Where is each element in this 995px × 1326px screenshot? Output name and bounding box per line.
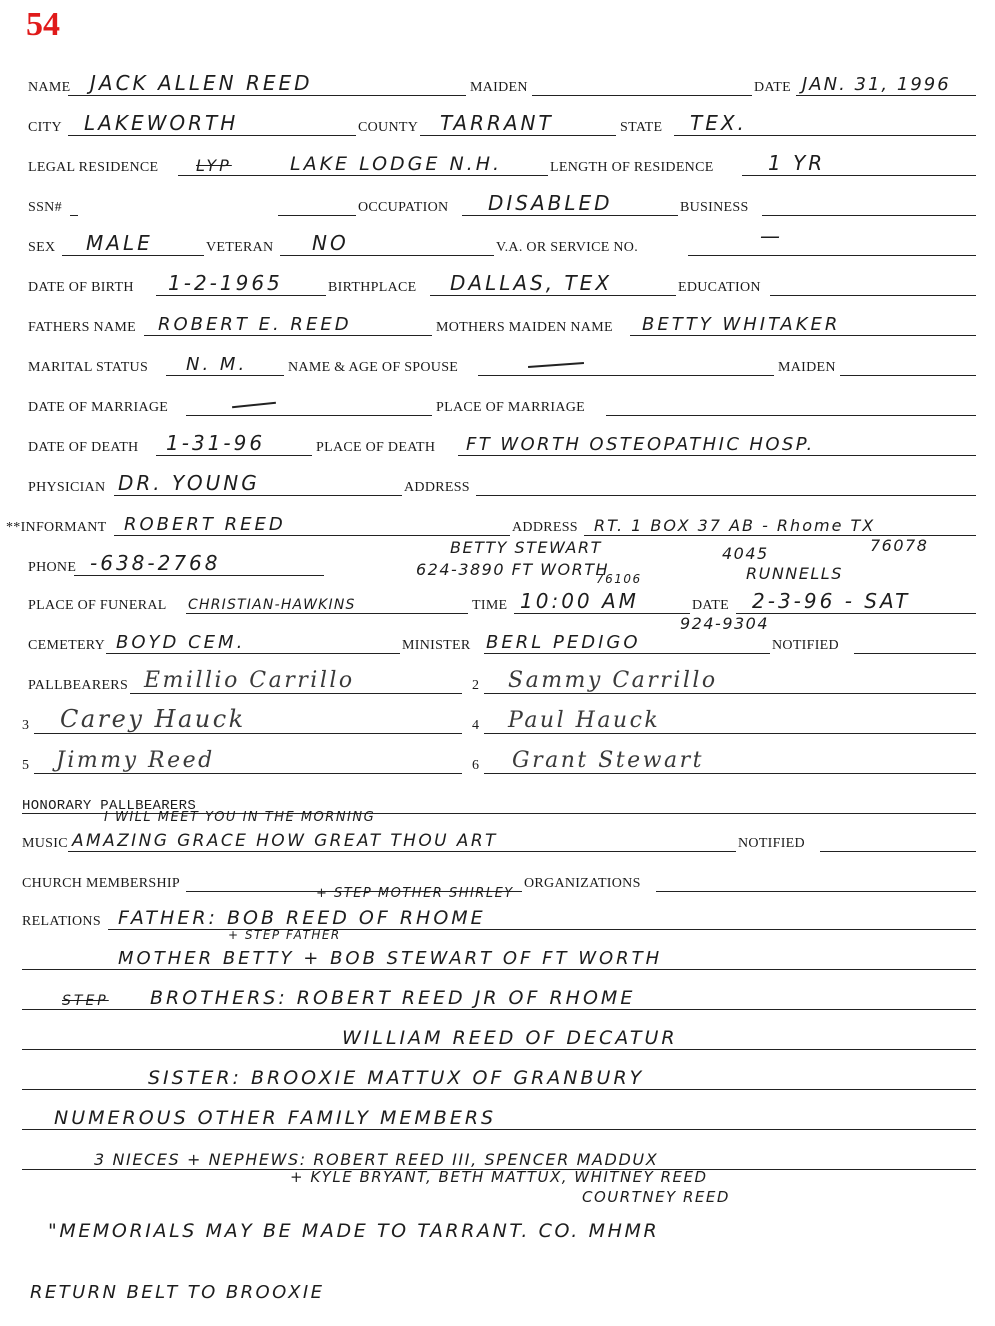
line-name <box>68 95 466 96</box>
value-length-of-residence: 1 YR <box>768 151 826 175</box>
alt-contact-zip: 76078 <box>870 536 929 555</box>
label-church: CHURCH MEMBERSHIP <box>22 876 180 891</box>
label-maiden-2: MAIDEN <box>778 360 836 375</box>
line-funeral-date <box>736 613 976 614</box>
label-pallbearers: PALLBEARERS <box>28 678 129 693</box>
value-relations-3-struck: STEP <box>62 993 109 1009</box>
value-relations-8: + KYLE BRYANT, BETH MATTUX, WHITNEY REED <box>290 1168 708 1186</box>
label-pallbearer-6-num: 6 <box>472 758 480 773</box>
value-organizations-note: + STEP MOTHER SHIRLEY <box>316 886 514 901</box>
line-state <box>674 135 976 136</box>
value-county: TARRANT <box>440 111 554 135</box>
line-music-notified <box>820 851 976 852</box>
value-sex: MALE <box>86 231 153 255</box>
label-veteran: VETERAN <box>206 240 274 255</box>
value-legal-residence: LAKE LODGE N.H. <box>290 153 503 175</box>
value-informant: ROBERT REED <box>124 514 286 535</box>
value-pallbearer-3: Carey Hauck <box>60 705 246 733</box>
line-relations-5 <box>22 1089 976 1090</box>
line-birthplace <box>430 295 676 296</box>
label-business: BUSINESS <box>680 200 749 215</box>
value-phone: -638-2768 <box>90 551 221 575</box>
line-pallbearer-5 <box>34 773 462 774</box>
value-occupation: DISABLED <box>488 191 613 215</box>
label-phone: PHONE <box>28 560 77 575</box>
line-pallbearer-4 <box>484 733 976 734</box>
label-occupation: OCCUPATION <box>358 200 449 215</box>
row-parents <box>0 312 995 342</box>
line-organizations <box>656 891 976 892</box>
alt-contact-zip2: 76106 <box>596 572 642 586</box>
minister-phone: 924-9304 <box>680 614 770 633</box>
value-pallbearer-1: Emillio Carrillo <box>144 668 355 693</box>
line-ssn-2 <box>278 215 356 216</box>
label-organizations: ORGANIZATIONS <box>524 876 641 891</box>
row-pallbearers-3 <box>0 750 995 780</box>
row-cemetery <box>0 630 995 660</box>
label-place-of-funeral: PLACE OF FUNERAL <box>28 598 167 613</box>
line-pallbearer-2 <box>484 693 976 694</box>
label-birthplace: BIRTHPLACE <box>328 280 417 295</box>
label-music: MUSIC <box>22 836 68 851</box>
value-legal-residence-struck: LYP <box>196 156 232 175</box>
value-cemetery: BOYD CEM. <box>116 632 246 653</box>
label-marital-status: MARITAL STATUS <box>28 360 149 375</box>
value-name: JACK ALLEN REED <box>90 71 313 95</box>
value-birthplace: DALLAS, TEX <box>450 271 613 295</box>
value-funeral-date: 2-3-96 - SAT <box>752 589 911 613</box>
value-mothers-maiden-name: BETTY WHITAKER <box>642 314 841 335</box>
line-place-of-marriage <box>606 415 976 416</box>
value-music-line1: I WILL MEET YOU IN THE MORNING <box>104 810 376 825</box>
row-relations-4 <box>0 1026 995 1056</box>
row-music <box>0 828 995 858</box>
label-education: EDUCATION <box>678 280 761 295</box>
value-city: LAKEWORTH <box>84 111 239 135</box>
line-phone <box>74 575 324 576</box>
row-city <box>0 112 995 142</box>
label-place-of-marriage: PLACE OF MARRIAGE <box>436 400 586 415</box>
label-pallbearer-2-num: 2 <box>472 678 480 693</box>
row-name <box>0 72 995 102</box>
label-pallbearer-5-num: 5 <box>22 758 30 773</box>
line-date-of-marriage <box>186 415 432 416</box>
line-informant <box>114 535 510 536</box>
value-pallbearer-4: Paul Hauck <box>508 708 661 733</box>
line-veteran <box>280 255 494 256</box>
line-relations-4 <box>22 1049 976 1050</box>
label-music-notified: NOTIFIED <box>738 836 805 851</box>
value-pallbearer-2: Sammy Carrillo <box>508 668 718 693</box>
line-minister <box>484 653 770 654</box>
label-legal-residence: LEGAL RESIDENCE <box>28 160 159 175</box>
alt-contact-street: 4045 <box>722 544 769 563</box>
line-pallbearer-3 <box>34 733 462 734</box>
line-city <box>68 135 356 136</box>
line-relations-2 <box>22 969 976 970</box>
row-funeral <box>0 590 995 620</box>
line-relations-6 <box>22 1129 976 1130</box>
value-relations-9: COURTNEY REED <box>582 1188 730 1206</box>
row-relations-5 <box>0 1066 995 1096</box>
line-ssn <box>70 215 78 216</box>
line-date <box>796 95 976 96</box>
row-relations-1 <box>0 906 995 936</box>
alt-contact-phone: 624-3890 FT WORTH <box>416 560 610 579</box>
value-return-note: RETURN BELT TO BROOXIE <box>30 1282 325 1303</box>
row-relations-6 <box>0 1106 995 1136</box>
marriage-dash <box>232 402 276 409</box>
value-music-line2: AMAZING GRACE HOW GREAT THOU ART <box>72 831 498 851</box>
row-legal-residence <box>0 152 995 182</box>
line-place-of-funeral <box>186 613 468 614</box>
label-address: ADDRESS <box>404 480 470 495</box>
label-physician: PHYSICIAN <box>28 480 106 495</box>
line-pallbearer-6 <box>484 773 976 774</box>
line-notified <box>854 653 976 654</box>
row-relations-3 <box>0 986 995 1016</box>
label-spouse: NAME & AGE OF SPOUSE <box>288 360 459 375</box>
label-notified: NOTIFIED <box>772 638 839 653</box>
row-marital <box>0 352 995 382</box>
value-marital-status: N. M. <box>186 354 248 375</box>
line-music <box>68 851 736 852</box>
label-city: CITY <box>28 120 62 135</box>
line-maiden-2 <box>840 375 976 376</box>
label-maiden: MAIDEN <box>470 80 528 95</box>
value-relations-5: SISTER: BROOXIE MATTUX OF GRANBURY <box>148 1067 645 1089</box>
value-place-of-funeral: CHRISTIAN-HAWKINS <box>188 597 356 613</box>
value-relations-6: NUMEROUS OTHER FAMILY MEMBERS <box>54 1107 497 1129</box>
value-relations-4: WILLIAM REED OF DECATUR <box>342 1027 678 1049</box>
line-maiden <box>532 95 752 96</box>
line-cemetery <box>106 653 400 654</box>
value-relations-2: MOTHER BETTY + BOB STEWART OF FT WORTH <box>118 948 663 969</box>
row-birth <box>0 272 995 302</box>
label-pallbearer-3-num: 3 <box>22 718 30 733</box>
value-relations-3: BROTHERS: ROBERT REED JR OF RHOME <box>150 987 636 1009</box>
line-occupation <box>462 215 678 216</box>
label-informant: **INFORMANT <box>6 520 107 535</box>
line-address <box>476 495 976 496</box>
value-business-dash: — <box>760 224 783 248</box>
line-business <box>762 215 976 216</box>
row-relations-2 <box>0 946 995 976</box>
label-cemetery: CEMETERY <box>28 638 106 653</box>
label-date-of-death: DATE OF DEATH <box>28 440 139 455</box>
value-time: 10:00 AM <box>520 589 639 613</box>
row-death <box>0 432 995 462</box>
row-ssn <box>0 192 995 222</box>
label-ssn: SSN# <box>28 200 62 215</box>
line-relations-3 <box>22 1009 976 1010</box>
value-state: TEX. <box>690 111 747 135</box>
label-informant-address: ADDRESS <box>512 520 578 535</box>
line-mothers-maiden-name <box>630 335 976 336</box>
label-pallbearer-4-num: 4 <box>472 718 480 733</box>
label-fathers-name: FATHERS NAME <box>28 320 136 335</box>
value-pallbearer-5: Jimmy Reed <box>56 748 215 773</box>
line-education <box>770 295 976 296</box>
label-place-of-death: PLACE OF DEATH <box>316 440 436 455</box>
line-physician <box>114 495 402 496</box>
label-funeral-date: DATE <box>692 598 729 613</box>
label-date-of-birth: DATE OF BIRTH <box>28 280 134 295</box>
row-pallbearers-2 <box>0 705 995 740</box>
value-relations-2-note: + STEP FATHER <box>228 928 341 942</box>
row-physician <box>0 472 995 502</box>
line-length-of-residence <box>742 175 976 176</box>
line-date-of-death <box>156 455 312 456</box>
line-time <box>514 613 690 614</box>
value-informant-address: RT. 1 BOX 37 AB - Rhome TX <box>594 516 876 535</box>
value-date: JAN. 31, 1996 <box>802 74 951 95</box>
label-sex: SEX <box>28 240 56 255</box>
alt-contact-street2: RUNNELLS <box>746 564 843 583</box>
line-date-of-birth <box>156 295 326 296</box>
spouse-dash <box>528 362 584 368</box>
line-place-of-death <box>458 455 976 456</box>
value-pallbearer-6: Grant Stewart <box>512 748 704 773</box>
value-relations-7: 3 NIECES + NEPHEWS: ROBERT REED III, SPENCER MADDUX <box>94 1150 659 1169</box>
label-va-service: V.A. OR SERVICE NO. <box>496 240 639 255</box>
label-date: DATE <box>754 80 791 95</box>
line-spouse <box>478 375 774 376</box>
line-va-service <box>688 255 976 256</box>
label-date-of-marriage: DATE OF MARRIAGE <box>28 400 169 415</box>
label-name: NAME <box>28 80 71 95</box>
value-date-of-birth: 1-2-1965 <box>168 271 283 295</box>
label-relations: RELATIONS <box>22 914 101 929</box>
label-county: COUNTY <box>358 120 419 135</box>
line-sex <box>62 255 204 256</box>
line-legal-residence <box>178 175 548 176</box>
value-physician: DR. YOUNG <box>118 471 260 495</box>
label-time: TIME <box>472 598 508 613</box>
line-marital-status <box>166 375 284 376</box>
row-marriage <box>0 392 995 422</box>
value-date-of-death: 1-31-96 <box>166 431 266 455</box>
value-fathers-name: ROBERT E. REED <box>158 314 352 335</box>
value-veteran: NO <box>312 231 349 255</box>
value-place-of-death: FT WORTH OSTEOPATHIC HOSP. <box>466 434 815 455</box>
row-sex <box>0 224 995 262</box>
label-minister: MINISTER <box>402 638 471 653</box>
label-mothers-maiden-name: MOTHERS MAIDEN NAME <box>436 320 613 335</box>
value-relations-1: FATHER: BOB REED OF RHOME <box>118 907 486 929</box>
label-state: STATE <box>620 120 663 135</box>
value-memorials: "MEMORIALS MAY BE MADE TO TARRANT. CO. MHMR <box>48 1220 660 1242</box>
row-pallbearers-1 <box>0 670 995 700</box>
line-pallbearer-1 <box>130 693 462 694</box>
line-county <box>420 135 616 136</box>
value-minister: BERL PEDIGO <box>486 632 641 653</box>
label-length-of-residence: LENGTH OF RESIDENCE <box>550 160 714 175</box>
alt-contact-name: BETTY STEWART <box>450 538 602 557</box>
page-number: 54 <box>26 6 60 43</box>
line-fathers-name <box>144 335 432 336</box>
label-honorary: HONORARY PALLBEARERS <box>22 798 197 814</box>
